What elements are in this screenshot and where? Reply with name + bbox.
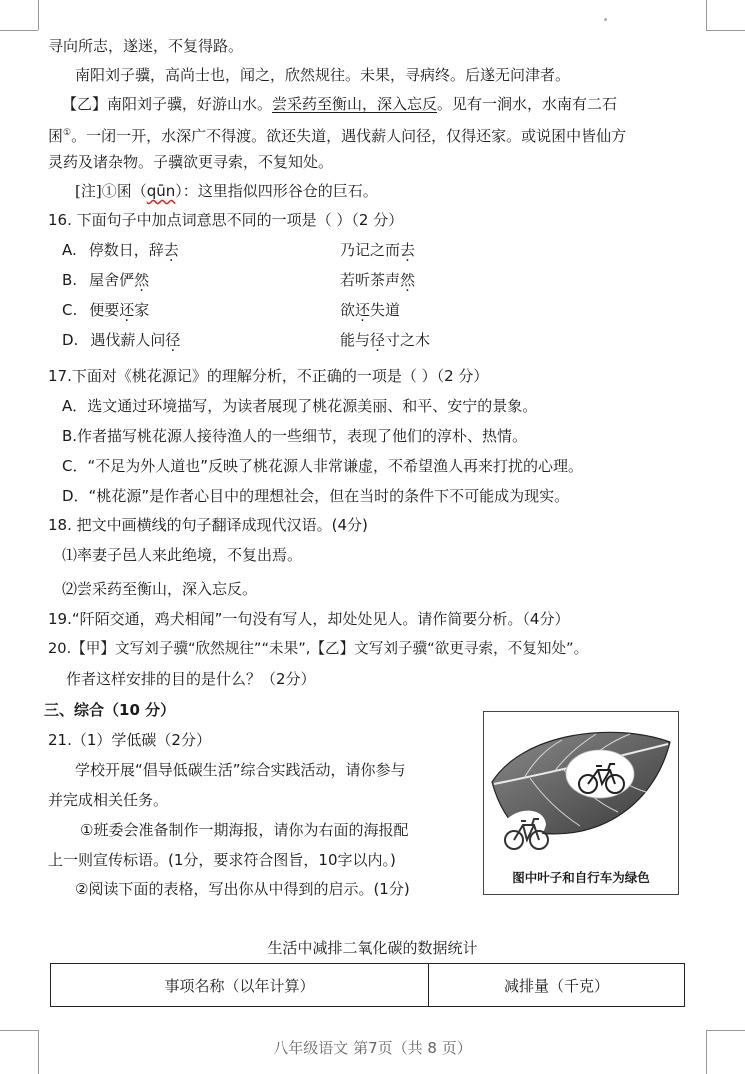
option-text: 停数日，辞	[88, 241, 164, 259]
q21-paragraph: 并完成相关任务。	[48, 791, 169, 809]
q21-task: ①班委会准备制作一期海报，请你为右面的海报配	[80, 821, 409, 839]
option-left	[89, 271, 149, 289]
q16-option	[62, 330, 180, 350]
option-left	[90, 331, 180, 349]
table-title: 生活中减排二氧化碳的数据统计	[267, 939, 478, 957]
passage-line: 南阳刘子骥，高尚士也，闻之，欣然规往。未果，寻病终。后遂无问津者。	[75, 66, 571, 84]
q16-option-right	[340, 330, 430, 350]
page-footer: 八年级语文 第7页（共 8 页）	[273, 1039, 472, 1057]
option-label: B.	[62, 271, 78, 289]
q17-option: C．“不足为外人道也”反映了桃花源人非常谦虚，不希望渔人再来打扰的心理。	[62, 457, 584, 475]
crop-mark	[38, 0, 39, 30]
footnote	[75, 181, 378, 201]
section-title: 三、综合（10 分）	[44, 701, 176, 719]
option-text: 遇伐薪人问	[90, 331, 166, 349]
option-text: 寸之木	[385, 331, 431, 349]
option-text: 乃记之而	[340, 241, 401, 259]
crop-mark	[706, 30, 745, 31]
leaf-icon	[484, 712, 678, 872]
passage-yi-line	[62, 94, 617, 114]
passage-text: 囷	[48, 127, 64, 145]
option-label: D.	[62, 331, 79, 349]
dotted-word: 去	[400, 241, 416, 259]
crop-mark	[0, 1030, 38, 1031]
q18-item: ⑴率妻子邑人来此绝境，不复出焉。	[62, 546, 303, 564]
q17-stem: 17.下面对《桃花源记》的理解分析，不正确的一项是（ ）（2 分）	[48, 367, 489, 385]
dotted-word: 然	[400, 271, 416, 289]
q21-paragraph: 学校开展“倡导低碳生活”综合实践活动，请你参与	[75, 761, 406, 779]
yi-end: 。见有一涧水，水南有二石	[437, 95, 618, 113]
q18-stem: 18. 把文中画横线的句子翻译成现代汉语。(4分)	[48, 516, 368, 534]
option-text: 屋舍俨	[89, 271, 135, 289]
dotted-word: 还	[119, 301, 135, 319]
q19-stem: 19.“阡陌交通，鸡犬相闻”一句没有写人，却处处见人。请作简要分析。（4分）	[48, 610, 570, 628]
q17-option: D．“桃花源”是作者心目中的理想社会，但在当时的条件下不可能成为现实。	[62, 487, 570, 505]
passage-line	[48, 123, 626, 146]
q21-task: 上一则宣传标语。(1分，要求符合图旨，10字以内。)	[48, 851, 396, 869]
q16-option-right	[340, 300, 400, 320]
crop-mark	[706, 0, 707, 30]
q20-line: 作者这样安排的目的是什么？（2分）	[66, 670, 316, 688]
poster-image	[483, 711, 679, 895]
option-text: 能与	[340, 331, 371, 349]
passage-text: 。一闭一开，水深广不得渡。欲还失道，遇伐薪人问径，仅得还家。或说囷中皆仙方	[71, 127, 627, 145]
note-text: ）：这里指似四形谷仓的巨石。	[175, 182, 378, 200]
q16-option-right	[340, 270, 415, 290]
option-text: 失道	[370, 301, 401, 319]
yi-underlined-sentence: 尝采药至衡山，深入忘反	[272, 95, 438, 113]
q16-option	[62, 270, 149, 290]
option-text: 若听茶声	[340, 271, 401, 289]
speck	[604, 18, 607, 21]
passage-line: 寻向所志，遂迷，不复得路。	[48, 37, 244, 55]
q16-option	[62, 240, 179, 260]
option-left	[89, 241, 179, 259]
q17-option: B.作者描写桃花源人接待渔人的一些细节，表现了他们的淳朴、热情。	[62, 427, 528, 445]
option-text: 家	[134, 301, 150, 319]
option-text: 便要	[89, 301, 120, 319]
yi-start: 南阳刘子骥，好游山水。	[107, 95, 273, 113]
option-text: 欲	[340, 301, 356, 319]
dotted-word: 径	[370, 331, 386, 349]
option-label: A.	[62, 241, 77, 259]
crop-mark	[0, 30, 38, 31]
q16-option-right	[340, 240, 415, 260]
table-header-cell: 减排量（千克）	[429, 964, 685, 1007]
q20-line: 20.【甲】文写刘子骥“欣然规往”“未果”,【乙】文写刘子骥“欲更寻索，不复知处”。	[48, 640, 589, 657]
dotted-word: 还	[355, 301, 371, 319]
poster-caption: 图中叶子和自行车为绿色	[512, 870, 650, 885]
option-left	[89, 301, 149, 319]
q16-stem: 16. 下面句子中加点词意思不同的一项是（ ）（2 分）	[48, 211, 404, 229]
q16-option	[62, 300, 149, 320]
crop-mark	[706, 1030, 745, 1031]
footnote-mark: ①	[63, 128, 72, 138]
dotted-word: 径	[165, 331, 181, 349]
option-label: C.	[62, 301, 78, 319]
q17-option: A．选文通过环境描写，为读者展现了桃花源美丽、和平、安宁的景象。	[62, 397, 538, 415]
table-header-cell: 事项名称（以年计算）	[51, 964, 429, 1007]
note-text: [注]①囷（	[75, 182, 147, 200]
q21-task: ②阅读下面的表格，写出你从中得到的启示。(1分)	[75, 880, 410, 898]
data-table	[50, 963, 685, 1007]
q21-stem: 21.（1）学低碳（2分）	[48, 731, 211, 749]
dotted-word: 然	[134, 271, 150, 289]
yi-mark: 【乙】	[62, 95, 108, 113]
note-pinyin: qūn	[146, 182, 176, 200]
table-header-row	[51, 964, 685, 1007]
q18-item: ⑵尝采药至衡山，深入忘反。	[62, 580, 258, 598]
passage-line: 灵药及诸杂物。子骥欲更寻索，不复知处。	[48, 153, 334, 171]
dotted-word: 去	[163, 241, 179, 259]
